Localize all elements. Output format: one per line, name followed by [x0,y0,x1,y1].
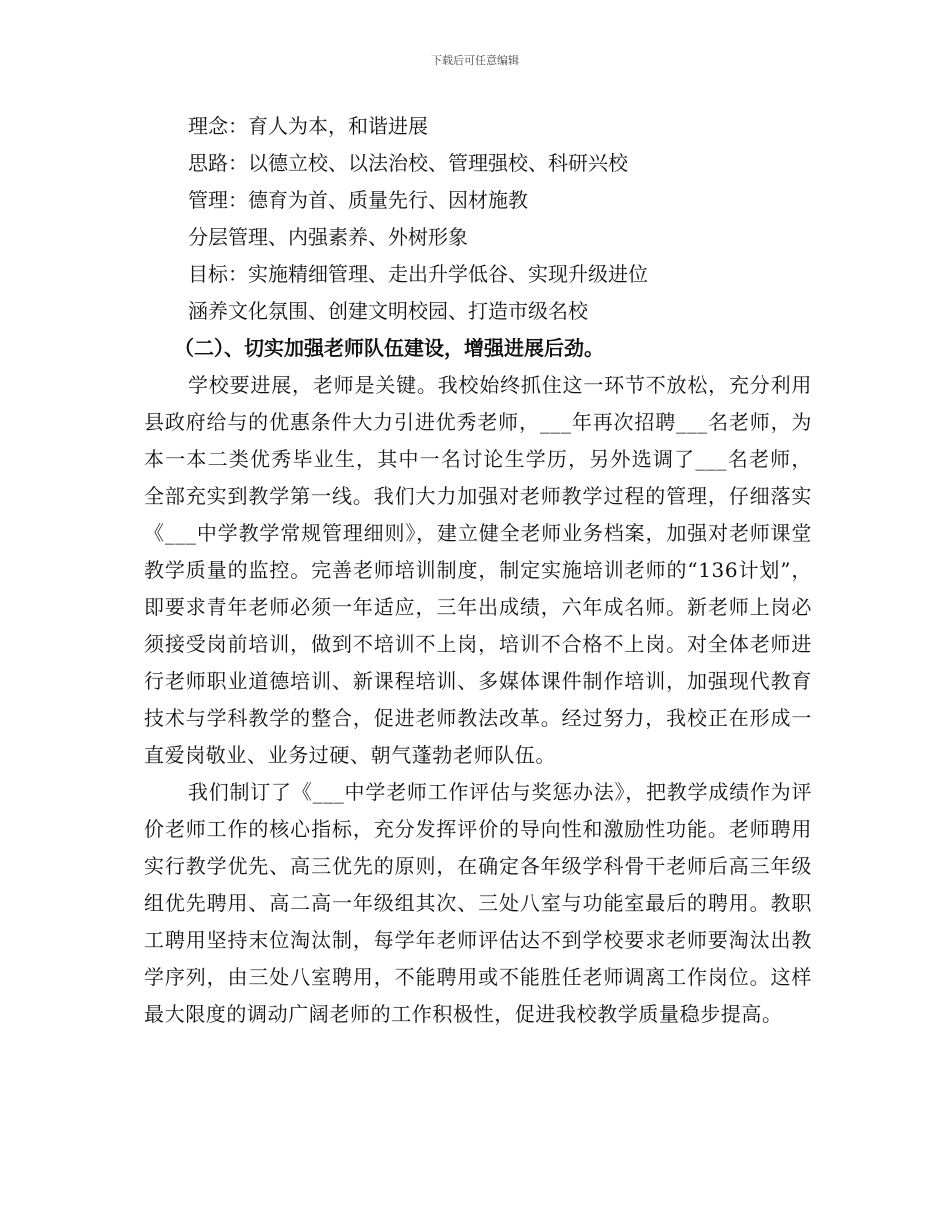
goal-line: 目标：实施精细管理、走出升学低谷、实现升级进位 [188,262,648,286]
page-header: 下载后可任意编辑 [431,54,519,67]
management-line: 管理：德育为首、质量先行、因材施教 [188,188,528,212]
document-body [144,108,812,1033]
section-heading: （二）、切实加强老师队伍建设，增强进展后劲。 [174,336,604,360]
management-detail-line: 分层管理、内强素养、外树形象 [188,225,468,249]
approach-line: 思路：以德立校、以法治校、管理强校、科研兴校 [188,151,628,175]
philosophy-line: 理念：育人为本，和谐进展 [188,114,428,138]
goal-detail-line: 涵养文化氛围、创建文明校园、打造市级名校 [188,299,588,323]
paragraph-teacher-team: 学校要进展，老师是关键。我校始终抓住这一环节不放松，充分利用县政府给与的优惠条件大力引进优秀老师，___年再次招聘___名老师，为本一本二类优秀毕业生，其中一名讨论生学历，另外选调了___名老师，全部充实到教学第一线。我们大力加强对老师教学过程的管理，仔细落实《___中学教学常规管理细则》，建立健全老师业务档案，加强对老师课堂教学质量的监控。完善老师培训制度，制定实施培训老师的“136计划”，即要求青年老师必须一年适应，三年出成绩，六年成名师。新老师上岗必须接受岗前培训，做到不培训不上岗，培训不合格不上岗。对全体老师进行老师职业道德培训、新课程培训、多媒体课件制作培训，加强现代教育技术与学科教学的整合，促进老师教法改革。经过努力，我校正在形成一直爱岗敬业、业务过硬、朝气蓬勃老师队伍。 [144,373,812,767]
paragraph-evaluation: 我们制订了《___中学老师工作评估与奖惩办法》，把教学成绩作为评价老师工作的核心指标，充分发挥评价的导向性和激励性功能。老师聘用实行教学优先、高三优先的原则，在确定各年级学科骨干老师后高三年级组优先聘用、高二高一年级组其次、三处八室与功能室最后的聘用。教职工聘用坚持末位淘汰制，每学年老师评估达不到学校要求老师要淘汰出教学序列，由三处八室聘用，不能聘用或不能胜任老师调离工作岗位。这样最大限度的调动广阔老师的工作积极性，促进我校教学质量稳步提高。 [144,780,812,1026]
